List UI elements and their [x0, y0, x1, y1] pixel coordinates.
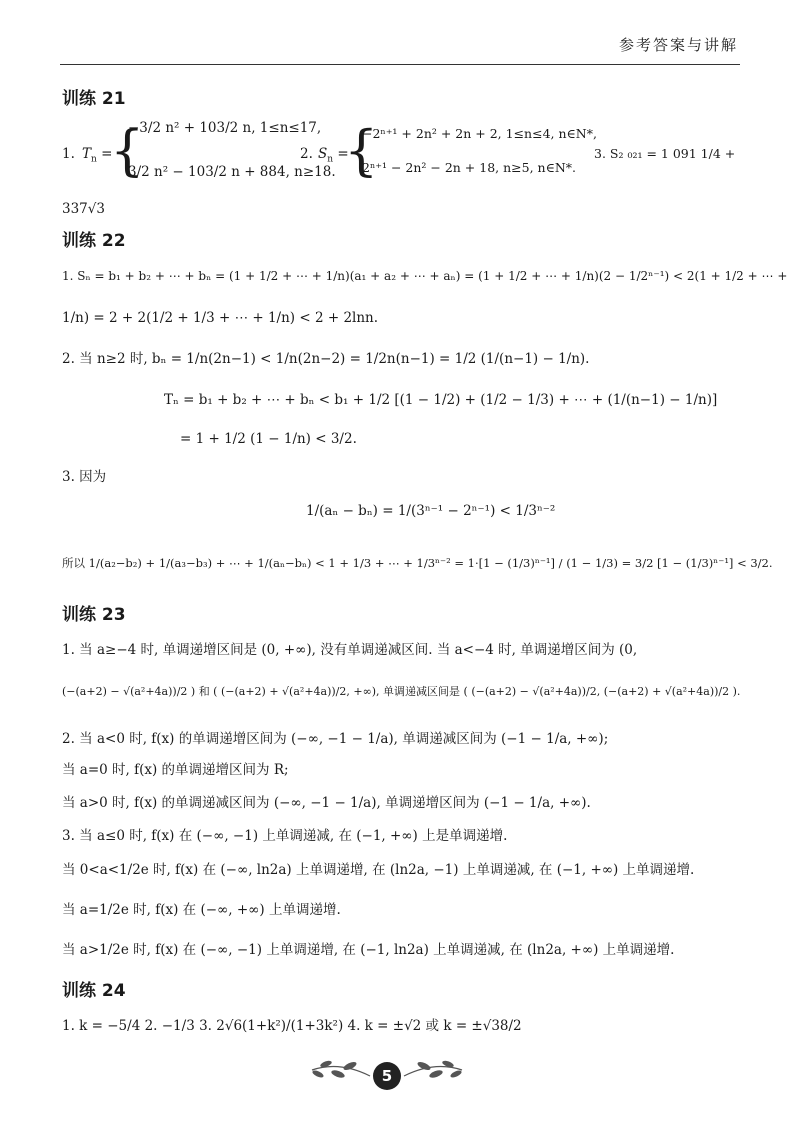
section-heading-22: 训练 22 — [62, 231, 126, 251]
footer-laurel-ornament — [0, 1052, 800, 1112]
t23-line-4: 当 a=0 时, f(x) 的单调递增区间为 R; — [62, 762, 289, 778]
t22-line-1: 1. Sₙ = b₁ + b₂ + ⋯ + bₙ = (1 + 1/2 + ⋯ + 1/n)(a₁ + a₂ + ⋯ + aₙ) = (1 + 1/2 + ⋯ + 1/n)(2 − 1/2ⁿ⁻¹) < 2(1 + 1/2 + ⋯ + — [62, 269, 788, 283]
t23-line-1: 1. 当 a≥−4 时, 单调递增区间是 (0, +∞), 没有单调递减区间. 当 a<−4 时, 单调递增区间为 (0, — [62, 642, 638, 658]
section-heading-24: 训练 24 — [62, 981, 126, 1001]
t23-line-5: 当 a>0 时, f(x) 的单调递减区间为 (−∞, −1 − 1/a), 单调递增区间为 (−1 − 1/a, +∞). — [62, 795, 591, 811]
t21-problem-3-continued: 337√3 — [62, 201, 105, 217]
t22-line-7: 1/(aₙ − bₙ) = 1/(3ⁿ⁻¹ − 2ⁿ⁻¹) < 1/3ⁿ⁻² — [306, 503, 556, 519]
t22-line-4: Tₙ = b₁ + b₂ + ⋯ + bₙ < b₁ + 1/2 [(1 − 1/2) + (1/2 − 1/3) + ⋯ + (1/(n−1) − 1/n)] — [164, 392, 718, 408]
t24-line-1: 1. k = −5/4 2. −1/3 3. 2√6(1+k²)/(1+3k²) 4. k = ±√2 或 k = ±√38/2 — [62, 1018, 522, 1034]
t21-p1-case-1: −3/2 n² + 103/2 n, 1≤n≤17, — [128, 120, 322, 136]
header-rule — [60, 64, 740, 65]
t23-line-2: (−(a+2) − √(a²+4a))/2 ) 和 ( (−(a+2) + √(a²+4a))/2, +∞), 单调递减区间是 ( (−(a+2) − √(a²+4a))/2, (−(a+2) + √(a²+4a))/2 ). — [62, 685, 741, 698]
section-heading-23: 训练 23 — [62, 605, 126, 625]
t21-p1-case-2: 3/2 n² − 103/2 n + 884, n≥18. — [128, 164, 336, 180]
t21-p2-case-1: −2ⁿ⁺¹ + 2n² + 2n + 2, 1≤n≤4, n∈N*, — [362, 126, 597, 141]
t21-p1-lhs: T — [82, 146, 92, 162]
t22-line-8: 所以 1/(a₂−b₂) + 1/(a₃−b₃) + ⋯ + 1/(aₙ−bₙ) < 1 + 1/3 + ⋯ + 1/3ⁿ⁻² = 1·[1 − (1/3)ⁿ⁻¹] / (1 − 1/3) = 3/2 [1 − (1/3)ⁿ⁻¹] < 3/2. — [62, 556, 773, 570]
t22-line-3: 2. 当 n≥2 时, bₙ = 1/n(2n−1) < 1/n(2n−2) = 1/2n(n−1) = 1/2 (1/(n−1) − 1/n). — [62, 351, 590, 367]
t23-line-8: 当 a=1/2e 时, f(x) 在 (−∞, +∞) 上单调递增. — [62, 902, 341, 918]
t21-p2-lhs: S — [318, 146, 328, 162]
t22-line-5: = 1 + 1/2 (1 − 1/n) < 3/2. — [180, 431, 357, 447]
t23-line-7: 当 0<a<1/2e 时, f(x) 在 (−∞, ln2a) 上单调递增, 在 (ln2a, −1) 上单调递减, 在 (−1, +∞) 上单调递增. — [62, 862, 695, 878]
left-brace: { — [344, 119, 379, 182]
t21-problem-3: 3. S₂ ₀₂₁ = 1 091 1/4 + — [594, 146, 736, 161]
t22-line-2: 1/n) = 2 + 2(1/2 + 1/3 + ⋯ + 1/n) < 2 + 2lnn. — [62, 310, 379, 326]
running-header: 参考答案与讲解 — [618, 36, 738, 54]
left-brace: { — [110, 119, 145, 182]
t22-line-6: 3. 因为 — [62, 469, 107, 485]
section-heading-21: 训练 21 — [62, 89, 126, 109]
t23-line-3: 2. 当 a<0 时, f(x) 的单调递增区间为 (−∞, −1 − 1/a), 单调递减区间为 (−1 − 1/a, +∞); — [62, 731, 609, 747]
t23-line-6: 3. 当 a≤0 时, f(x) 在 (−∞, −1) 上单调递减, 在 (−1, +∞) 上是单调递增. — [62, 828, 508, 844]
t21-p2-case-2: 2ⁿ⁺¹ − 2n² − 2n + 18, n≥5, n∈N*. — [362, 160, 576, 175]
page-number: 5 — [373, 1062, 401, 1090]
t21-p2-label: 2. — [300, 146, 313, 162]
t23-line-9: 当 a>1/2e 时, f(x) 在 (−∞, −1) 上单调递增, 在 (−1, ln2a) 上单调递减, 在 (ln2a, +∞) 上单调递增. — [62, 942, 675, 958]
t21-p1-label: 1. — [62, 146, 75, 162]
